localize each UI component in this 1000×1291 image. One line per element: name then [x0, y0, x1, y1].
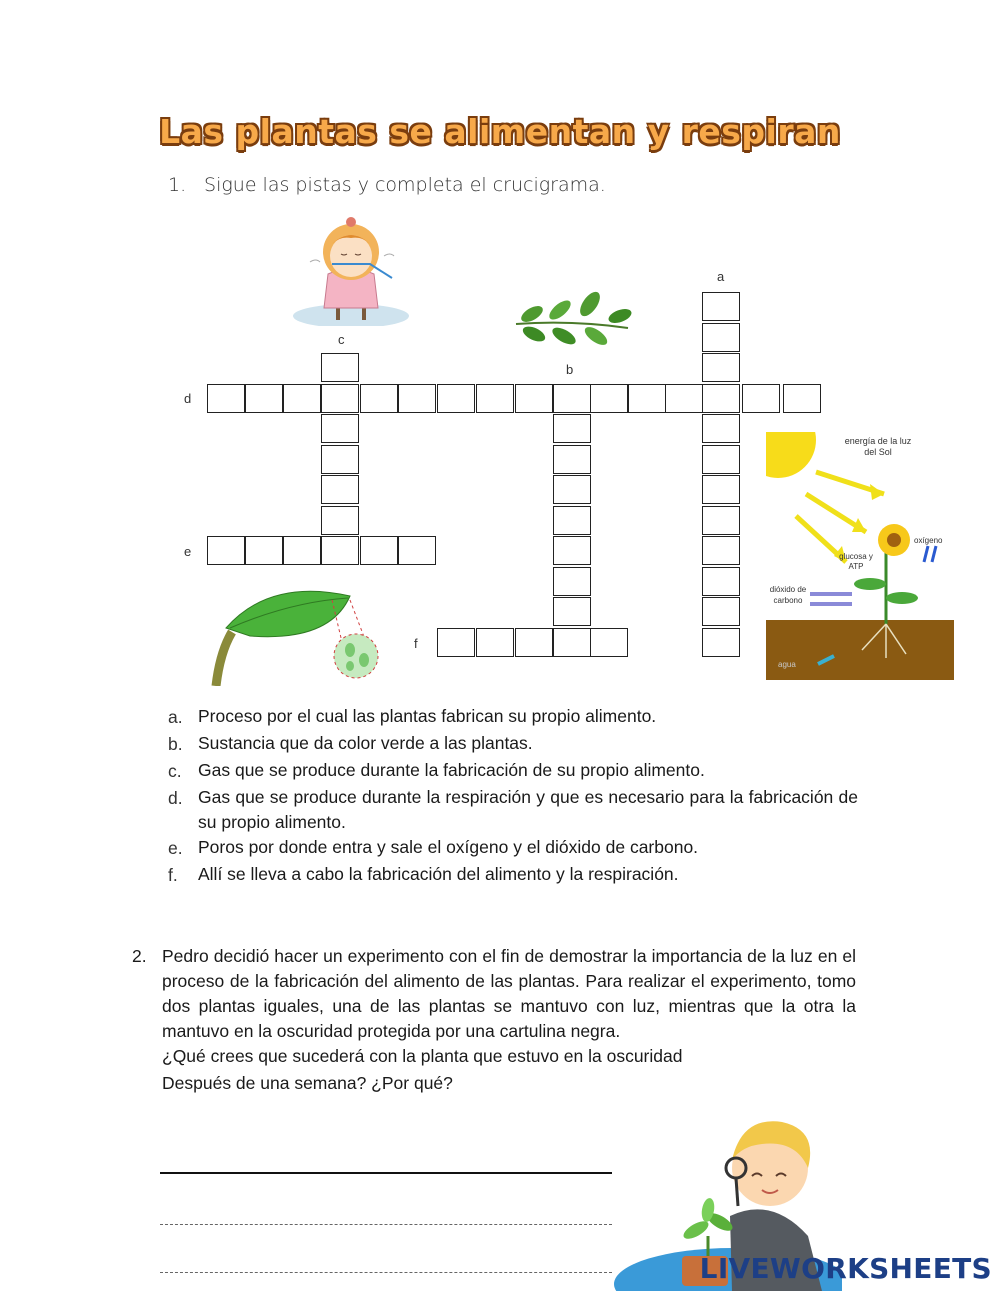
crossword-cell-input[interactable] [399, 537, 435, 564]
crossword-cell[interactable] [321, 506, 359, 535]
crossword-cell-input[interactable] [703, 354, 739, 381]
crossword-cell[interactable] [702, 353, 740, 382]
clue-letter: e. [168, 838, 183, 858]
photosynthesis-diagram [766, 432, 954, 680]
crossword-cell-input[interactable] [703, 629, 739, 656]
crossword-cell-input[interactable] [743, 385, 779, 412]
diagram-oxygen-label: oxígeno [914, 536, 943, 545]
clue-letter: c. [168, 761, 182, 781]
crossword-cell-input[interactable] [703, 293, 739, 320]
crossword-cell[interactable] [553, 414, 591, 443]
crossword-cell-input[interactable] [477, 385, 513, 412]
crossword-label-a: a [717, 269, 725, 284]
clue-text: Gas que se produce durante la fabricación de su propio alimento. [198, 760, 705, 780]
clue-text: Poros por donde entra y sale el oxígeno y el dióxido de carbono. [198, 837, 699, 857]
crossword-cell-input[interactable] [554, 385, 590, 412]
crossword-cell[interactable] [553, 567, 591, 596]
crossword-cell-input[interactable] [554, 537, 590, 564]
crossword-cell-input[interactable] [703, 385, 739, 412]
crossword-cell[interactable] [207, 536, 245, 565]
crossword-cell[interactable] [398, 384, 436, 413]
crossword-cell[interactable] [515, 384, 553, 413]
crossword-cell[interactable] [702, 597, 740, 626]
crossword-cell[interactable] [515, 628, 553, 657]
question-2-prompt-line-1: ¿Qué crees que sucederá con la planta que estuvo en la oscuridad [162, 1046, 683, 1066]
crossword-cell[interactable] [590, 628, 628, 657]
crossword-cell-input[interactable] [666, 385, 702, 412]
crossword-cell-input[interactable] [554, 476, 590, 503]
clue-letter: a. [168, 707, 183, 727]
leaves-illustration [512, 290, 632, 350]
clue-item [168, 758, 858, 785]
crossword-cell[interactable] [437, 628, 475, 657]
crossword-cell-input[interactable] [629, 385, 665, 412]
crossword-cell[interactable] [742, 384, 780, 413]
crossword-cell[interactable] [783, 384, 821, 413]
crossword-cell[interactable] [702, 506, 740, 535]
clue-letter: d. [168, 788, 183, 808]
crossword-cell-input[interactable] [554, 598, 590, 625]
clue-letter: b. [168, 734, 183, 754]
crossword-cell-input[interactable] [322, 507, 358, 534]
question-2-number: 2. [132, 946, 147, 966]
crossword-label-c: c [338, 332, 345, 347]
crossword-cell[interactable] [590, 384, 628, 413]
crossword-cell[interactable] [553, 384, 591, 413]
crossword-cell-input[interactable] [322, 385, 358, 412]
clue-text: Allí se lleva a cabo la fabricación del alimento y la respiración. [198, 864, 679, 884]
crossword-cell[interactable] [553, 597, 591, 626]
worksheet-title: Las plantas se alimentan y respiran [159, 112, 841, 151]
crossword-cell-input[interactable] [246, 385, 282, 412]
crossword-cell-input[interactable] [361, 537, 397, 564]
crossword-cell[interactable] [553, 536, 591, 565]
crossword-label-d: d [184, 391, 192, 406]
crossword-cell[interactable] [553, 475, 591, 504]
crossword-cell[interactable] [702, 323, 740, 352]
crossword-cell-input[interactable] [554, 415, 590, 442]
crossword-cell-input[interactable] [284, 385, 320, 412]
crossword-cell-input[interactable] [591, 385, 627, 412]
crossword-label-f: f [414, 636, 418, 651]
crossword-cell-input[interactable] [703, 415, 739, 442]
crossword-cell-input[interactable] [784, 385, 820, 412]
crossword-cell-input[interactable] [591, 629, 627, 656]
clue-item [168, 731, 858, 758]
answer-line-2[interactable] [160, 1202, 612, 1225]
crossword-cell-input[interactable] [554, 629, 590, 656]
crossword-cell[interactable] [321, 353, 359, 382]
question-1-number: 1. [168, 174, 187, 196]
diagram-glucose-label: glucosa y ATP [839, 552, 873, 571]
crossword-cell[interactable] [702, 414, 740, 443]
diagram-co2-label: dióxido de carbono [769, 585, 807, 605]
crossword-cell[interactable] [321, 384, 359, 413]
clue-item [168, 835, 858, 862]
crossword-cell[interactable] [702, 445, 740, 474]
crossword-cell-input[interactable] [438, 385, 474, 412]
crossword-cell-input[interactable] [322, 476, 358, 503]
crossword-cell-input[interactable] [516, 385, 552, 412]
crossword-cell-input[interactable] [554, 446, 590, 473]
answer-line-3[interactable] [160, 1250, 612, 1273]
crossword-cell[interactable] [360, 384, 398, 413]
crossword-cell[interactable] [628, 384, 666, 413]
crossword-cell[interactable] [702, 567, 740, 596]
crossword-cell-input[interactable] [703, 568, 739, 595]
diagram-water-label: agua [778, 660, 796, 669]
crossword-cell-input[interactable] [322, 537, 358, 564]
crossword-cell-input[interactable] [554, 507, 590, 534]
crossword-cell[interactable] [207, 384, 245, 413]
answer-line-1[interactable] [160, 1150, 612, 1174]
crossword-cell-input[interactable] [703, 598, 739, 625]
question-2 [132, 944, 856, 1096]
crossword-cell-input[interactable] [703, 476, 739, 503]
answer-input-1[interactable] [160, 1150, 616, 1172]
crossword-cell[interactable] [283, 536, 321, 565]
crossword-cell[interactable] [476, 384, 514, 413]
clue-list [168, 704, 858, 889]
crossword-cell[interactable] [321, 475, 359, 504]
crossword-cell[interactable] [702, 475, 740, 504]
crossword-cell[interactable] [702, 384, 740, 413]
crossword-cell-input[interactable] [208, 537, 244, 564]
question-2-text: Pedro decidió hacer un experimento con el fin de demostrar la importancia de la luz en el proceso de la fabricación del alimento de las plantas. Para realizar el experimento, tomo dos plantas iguales, una de las plantas se mantuvo con luz, mientras que la otra la mantuvo en la oscuridad protegida por una cartulina negra. [162, 946, 856, 1041]
crossword-cell-input[interactable] [516, 629, 552, 656]
crossword-cell-input[interactable] [399, 385, 435, 412]
crossword-cell[interactable] [245, 536, 283, 565]
question-1 [168, 174, 606, 196]
clue-item [168, 862, 858, 889]
crossword-cell[interactable] [553, 445, 591, 474]
crossword-cell[interactable] [360, 536, 398, 565]
crossword-cell-input[interactable] [703, 324, 739, 351]
crossword-cell-input[interactable] [438, 629, 474, 656]
clue-item [168, 785, 858, 835]
liveworksheets-logo: LIVEWORKSHEETS [699, 1252, 992, 1285]
crossword-cell-input[interactable] [554, 568, 590, 595]
clue-text: Sustancia que da color verde a las plantas. [198, 733, 533, 753]
crossword-cell[interactable] [321, 414, 359, 443]
crossword-cell-input[interactable] [703, 446, 739, 473]
crossword-cell[interactable] [553, 628, 591, 657]
crossword-cell-input[interactable] [208, 385, 244, 412]
crossword-cell-input[interactable] [284, 537, 320, 564]
crossword-cell[interactable] [476, 628, 514, 657]
crossword-label-b: b [566, 362, 574, 377]
crossword-cell-input[interactable] [477, 629, 513, 656]
crossword-cell[interactable] [702, 292, 740, 321]
crossword-cell-input[interactable] [246, 537, 282, 564]
crossword-cell[interactable] [398, 536, 436, 565]
crossword-cell[interactable] [283, 384, 321, 413]
crossword-cell-input[interactable] [361, 385, 397, 412]
crossword-cell[interactable] [702, 628, 740, 657]
crossword-cell[interactable] [437, 384, 475, 413]
crossword-cell-input[interactable] [322, 415, 358, 442]
crossword-cell-input[interactable] [322, 446, 358, 473]
clue-text: Gas que se produce durante la respiración y que es necesario para la fabricación de su propio alimento. [198, 787, 858, 832]
crossword-cell-input[interactable] [703, 537, 739, 564]
crossword-cell-input[interactable] [703, 507, 739, 534]
crossword-cell-input[interactable] [322, 354, 358, 381]
clue-letter: f. [168, 865, 178, 885]
question-1-text: Sigue las pistas y completa el crucigrama. [204, 174, 606, 196]
crossword-label-e: e [184, 544, 192, 559]
question-2-prompt-line-2: Después de una semana? ¿Por qué? [162, 1073, 453, 1093]
leaf-stoma-illustration [210, 582, 380, 686]
clue-text: Proceso por el cual las plantas fabrican su propio alimento. [198, 706, 657, 726]
crossword-cell[interactable] [665, 384, 703, 413]
clue-item [168, 704, 858, 731]
answer-input-3[interactable] [160, 1250, 616, 1272]
crossword-cell[interactable] [245, 384, 283, 413]
answer-input-2[interactable] [160, 1202, 616, 1224]
diagram-sun-label: energía de la luz del Sol [844, 436, 912, 457]
crossword-cell[interactable] [702, 536, 740, 565]
girl-breathing-illustration [292, 212, 410, 326]
crossword-cell[interactable] [321, 445, 359, 474]
crossword-cell[interactable] [553, 506, 591, 535]
crossword-cell[interactable] [321, 536, 359, 565]
